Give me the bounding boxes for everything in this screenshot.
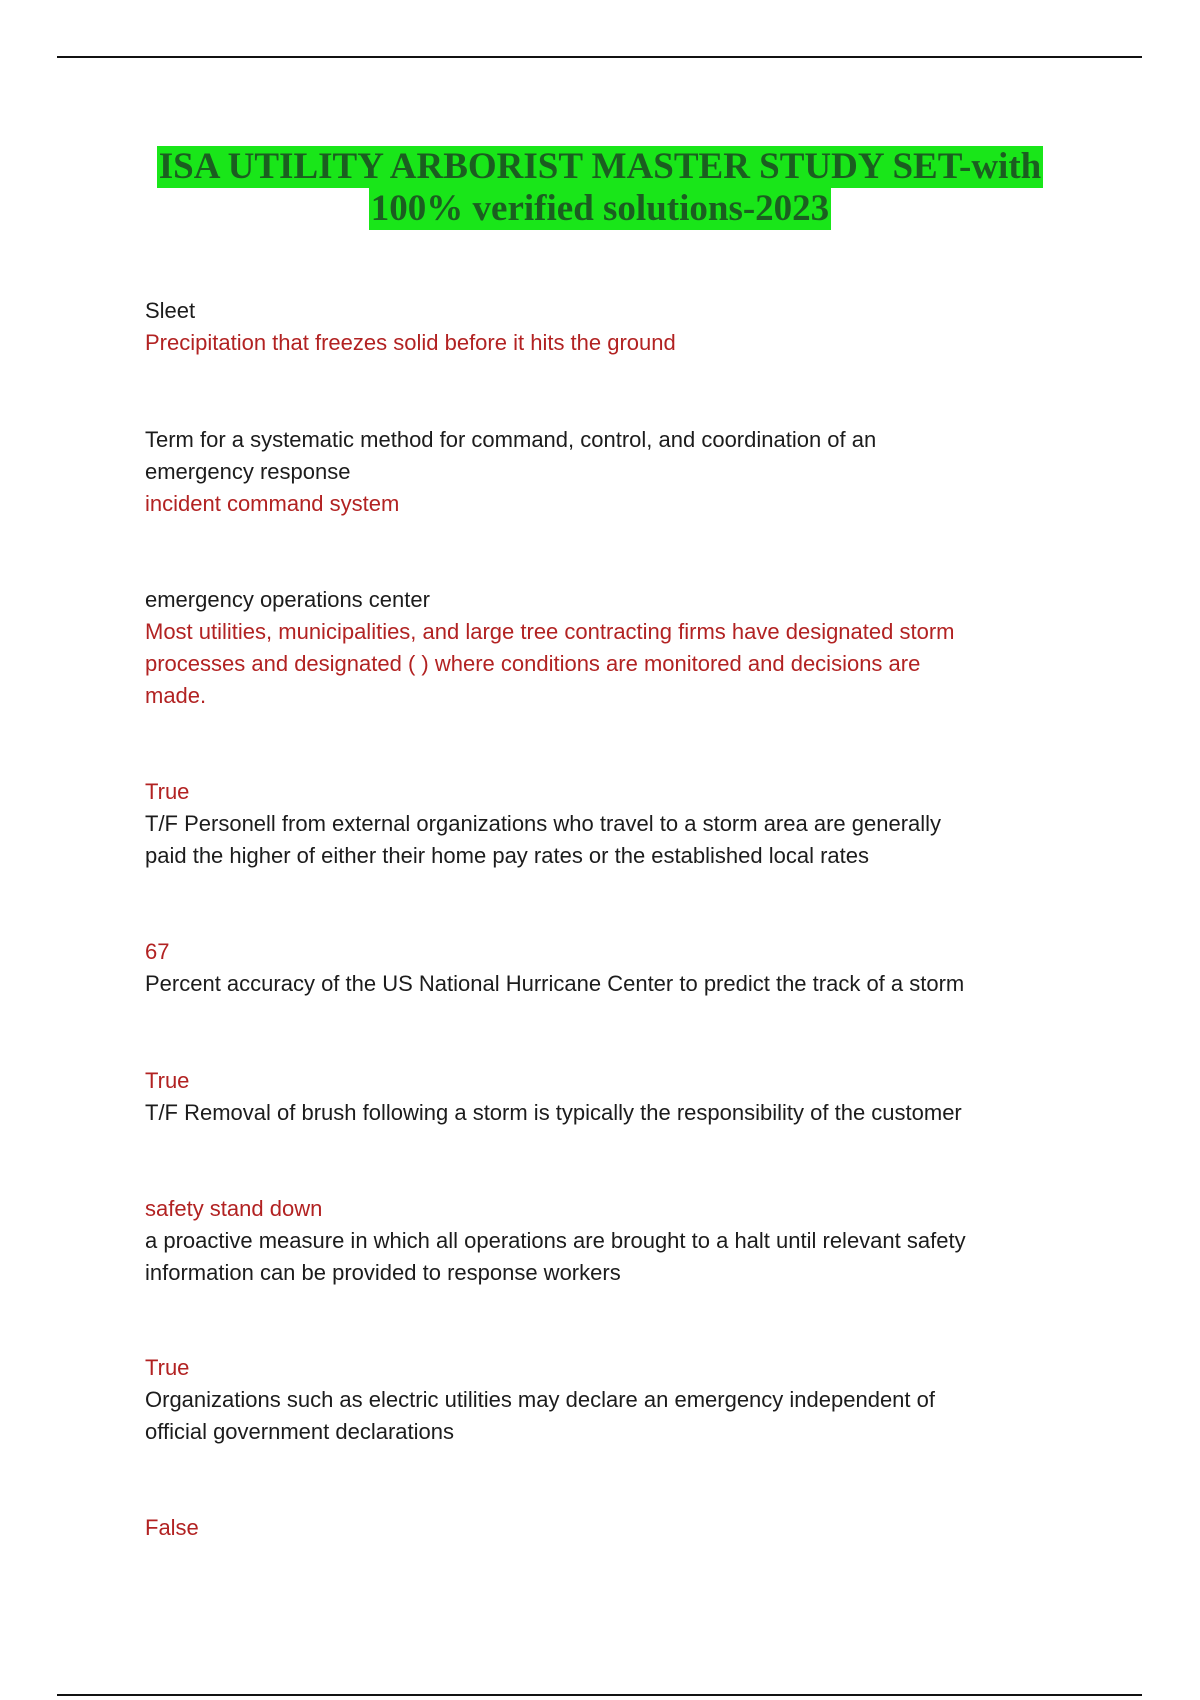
entry-4-question-line-2: paid the higher of either their home pay rates or the established local rates — [145, 843, 869, 868]
document-title — [0, 146, 1200, 230]
entry-2-answer: incident command system — [145, 491, 400, 516]
entry-5-answer: 67 — [145, 939, 170, 964]
qa-entry-4 — [145, 776, 1065, 872]
entry-4-question-line-1: T/F Personell from external organizations who travel to a storm area are generally — [145, 811, 942, 836]
qa-entry-7 — [145, 1193, 1065, 1289]
entry-8-question-line-2: official government declarations — [145, 1419, 454, 1444]
entry-8-question-line-1: Organizations such as electric utilities may declare an emergency independent of — [145, 1387, 935, 1412]
qa-entry-2 — [145, 424, 1065, 520]
entry-9-answer: False — [145, 1515, 199, 1540]
qa-entry-9 — [145, 1512, 1065, 1544]
qa-entry-5 — [145, 936, 1065, 1000]
top-rule — [57, 56, 1142, 58]
entry-1-definition: Precipitation that freezes solid before it hits the ground — [145, 330, 676, 355]
entry-1-term: Sleet — [145, 298, 196, 323]
qa-entry-6 — [145, 1065, 1065, 1129]
qa-entry-8 — [145, 1352, 1065, 1448]
qa-entry-3 — [145, 584, 1065, 712]
entry-7-question-line-1: a proactive measure in which all operations are brought to a halt until relevant safety — [145, 1228, 966, 1253]
qa-entry-1 — [145, 295, 1065, 359]
entry-6-question: T/F Removal of brush following a storm is typically the responsibility of the customer — [145, 1100, 962, 1125]
entry-7-question-line-2: information can be provided to response workers — [145, 1260, 621, 1285]
entry-7-answer: safety stand down — [145, 1196, 323, 1221]
title-line-2: 100% verified solutions-2023 — [370, 188, 830, 229]
entry-3-definition-line-2: processes and designated ( ) where conditions are monitored and decisions are — [145, 651, 921, 676]
entry-8-answer: True — [145, 1355, 190, 1380]
entry-6-answer: True — [145, 1068, 190, 1093]
title-line-1: ISA UTILITY ARBORIST MASTER STUDY SET-with — [158, 146, 1042, 187]
entry-2-question-line-1: Term for a systematic method for command, control, and coordination of an — [145, 427, 877, 452]
entry-3-definition-line-1: Most utilities, municipalities, and large tree contracting firms have designated storm — [145, 619, 955, 644]
entry-3-definition-line-3: made. — [145, 683, 207, 708]
entry-3-term: emergency operations center — [145, 587, 430, 612]
entry-2-question-line-2: emergency response — [145, 459, 351, 484]
entry-5-question: Percent accuracy of the US National Hurricane Center to predict the track of a storm — [145, 971, 965, 996]
bottom-rule — [57, 1694, 1142, 1696]
entry-4-answer: True — [145, 779, 190, 804]
